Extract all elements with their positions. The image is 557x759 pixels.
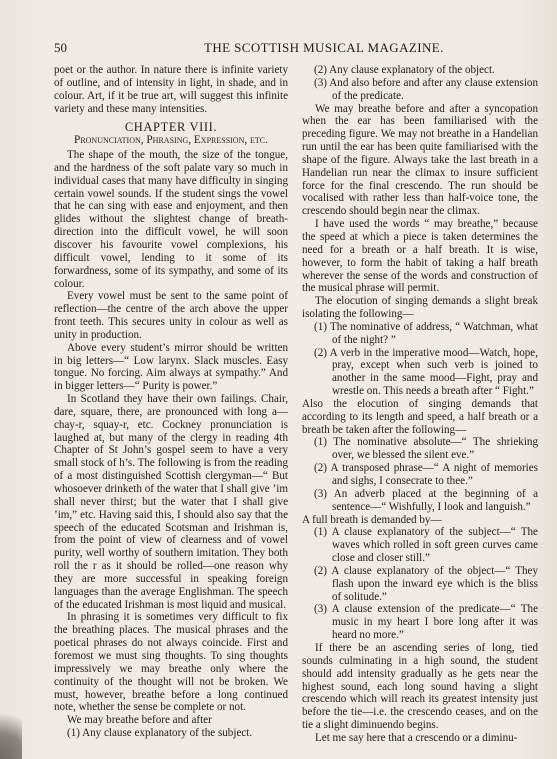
chapter-title: CHAPTER VIII.: [124, 120, 218, 135]
list-item: (2) A clause explanatory of the object—“ They flash upon the inward eye which is the bliss of solitude.”: [314, 564, 538, 603]
page-number: 50: [54, 40, 67, 55]
paragraph-may-breathe: We may breathe before and after: [67, 714, 212, 727]
paragraph-also: Also the elocution of singing demands that according to its length and speed, a half breath or a breath be taken after the following—: [302, 397, 538, 436]
list-item: (3) An adverb placed at the beginning of a sentence—“ Wishfully, I look and languish.”: [314, 487, 538, 513]
chapter-subtitle: Pronunciation, Phrasing, Expression, etc.: [74, 134, 268, 147]
running-title: THE SCOTTISH MUSICAL MAGAZINE.: [204, 40, 444, 55]
page-header: [54, 40, 531, 58]
binding-shadow: [0, 699, 22, 759]
list-item: (2) Any clause explanatory of the object.: [314, 64, 495, 76]
right-column: [302, 64, 538, 745]
paragraph-ascending: If there be an ascending series of long, tied sounds culminating in a high sound, the student should add intensity gradually as he gets near the highest sound, each long sound having a slight crescendo which will reach its greatest intensity just before the tie—i.e. the crescendo ceases, and on the tie a slight diminuendo begins.: [302, 641, 538, 732]
list-item: (2) A verb in the imperative mood—Watch, hope, pray, except when such verb is joined to another in the same mood—Fight, pray and wrestle on. This needs a breath after “ Fight.”: [314, 346, 538, 398]
paragraph-scotland: In Scotland they have their own failings. Chair, dare, square, there, are pronounced with long a—chay-r, squay-r, etc. Cockney pronunciation is laughed at, but many of the clergy in reading 4th Chapter of St John’s gospel seem to have a very small stock of h’s. The following is from the reading of a most distinguished Scottish clergyman—“ But whosoever drinketh of the water that I shall give ’im shall never thirst; but the water that I shall give ’im,” etc. Having said this, I should also say that the speech of the educated Scotsman and Irishman is, from the point of view of clearness and of vowel purity, well worthy of southern imitation. They both roll the r as it should be rolled—one reason why they are more successful in speaking foreign languages than the average Englishman. The speech of the educated Irishman is most liquid and musical.: [54, 393, 288, 611]
list-item: (1) Any clause explanatory of the subject.: [67, 727, 253, 740]
list-item: (3) A clause extension of the predicate—“ The music in my heart I bore long after it was heard no more.”: [314, 603, 538, 642]
left-column: [54, 64, 288, 740]
list-item: (1) A clause explanatory of the subject—“ The waves which rolled in soft green curves came close and closer still.”: [314, 526, 538, 565]
list-item: (3) And also before and after any clause extension of the predicate.: [314, 76, 538, 102]
list-item: (1) The nominative absolute—“ The shrieking over, we blessed the silent eve.”: [314, 436, 538, 462]
paragraph-phrasing: In phrasing it is sometimes very difficult to fix the breathing places. The musical phrases and the poetical phrases do not always coincide. First and foremost we must sing thoughts. To sing thoughts impressively we may breathe only where the continuity of the thought will not be broken. We must, however, breathe before a long continued note, whether the sense be complete or not.: [54, 611, 288, 714]
paragraph-mouth: The shape of the mouth, the size of the tongue, and the hardness of the soft palate vary so much in individual cases that many have difficulty in singing certain vowel sounds. If the student sings the vowel that he can sing with ease and enjoyment, and then glides without the slightest change of breath-direction into the difficult vowel, he will soon discover his favourite vowel complexions, his difficult vowel, lending to it some of its forwardness, some of its sympathy, and some of its colour.: [54, 149, 288, 290]
paragraph-intro: poet or the author. In nature there is infinite variety of outline, and of intensity in light, in shade, and in colour. Art, if it be true art, will suggest this infinite variety and these many intensities.: [54, 64, 288, 115]
list-item: (1) The nominative of address, “ Watchman, what of the night? ”: [314, 320, 538, 346]
paragraph-letters: Above every student’s mirror should be written in big letters—“ Low larynx. Slack muscles. Easy tongue. No forcing. Aim always at sympathy.” And in bigger letters—“ Purity is power.”: [54, 341, 288, 393]
paragraph-full-breath: A full breath is demanded by—: [302, 513, 442, 526]
paragraph-mirror: Every vowel must be sent to the same point of reflection—the centre of the arch above the upper front teeth. This secures unity in colour as well as unity in production.: [54, 290, 288, 341]
paragraph-syncopation: We may breathe before and after a syncopation when the ear has been familiarised with the preceding figure. We may not breathe in a Handelian run until the ear has been quite familiarised with the shape of the figure. Always take the last breath in a Handelian run near the climax to insure sufficient force for the final crescendo. The run should be vocalised with rather less than half-voice tone, the crescendo should begin near the climax.: [302, 102, 538, 218]
paragraph-elocution: The elocution of singing demands a slight break isolating the following—: [302, 295, 538, 321]
paragraph-let-me: Let me say here that a crescendo or a diminu-: [315, 731, 518, 744]
list-item: (2) A transposed phrase—“ A night of memories and sighs, I consecrate to thee.”: [314, 462, 538, 487]
paragraph-words: I have used the words “ may breathe,” because the speed at which a piece is taken determines the need for a breath or a half breath. It is wise, however, to form the habit of taking a half breath wherever the sense of the words and construction of the musical phrase will permit.: [302, 218, 538, 295]
